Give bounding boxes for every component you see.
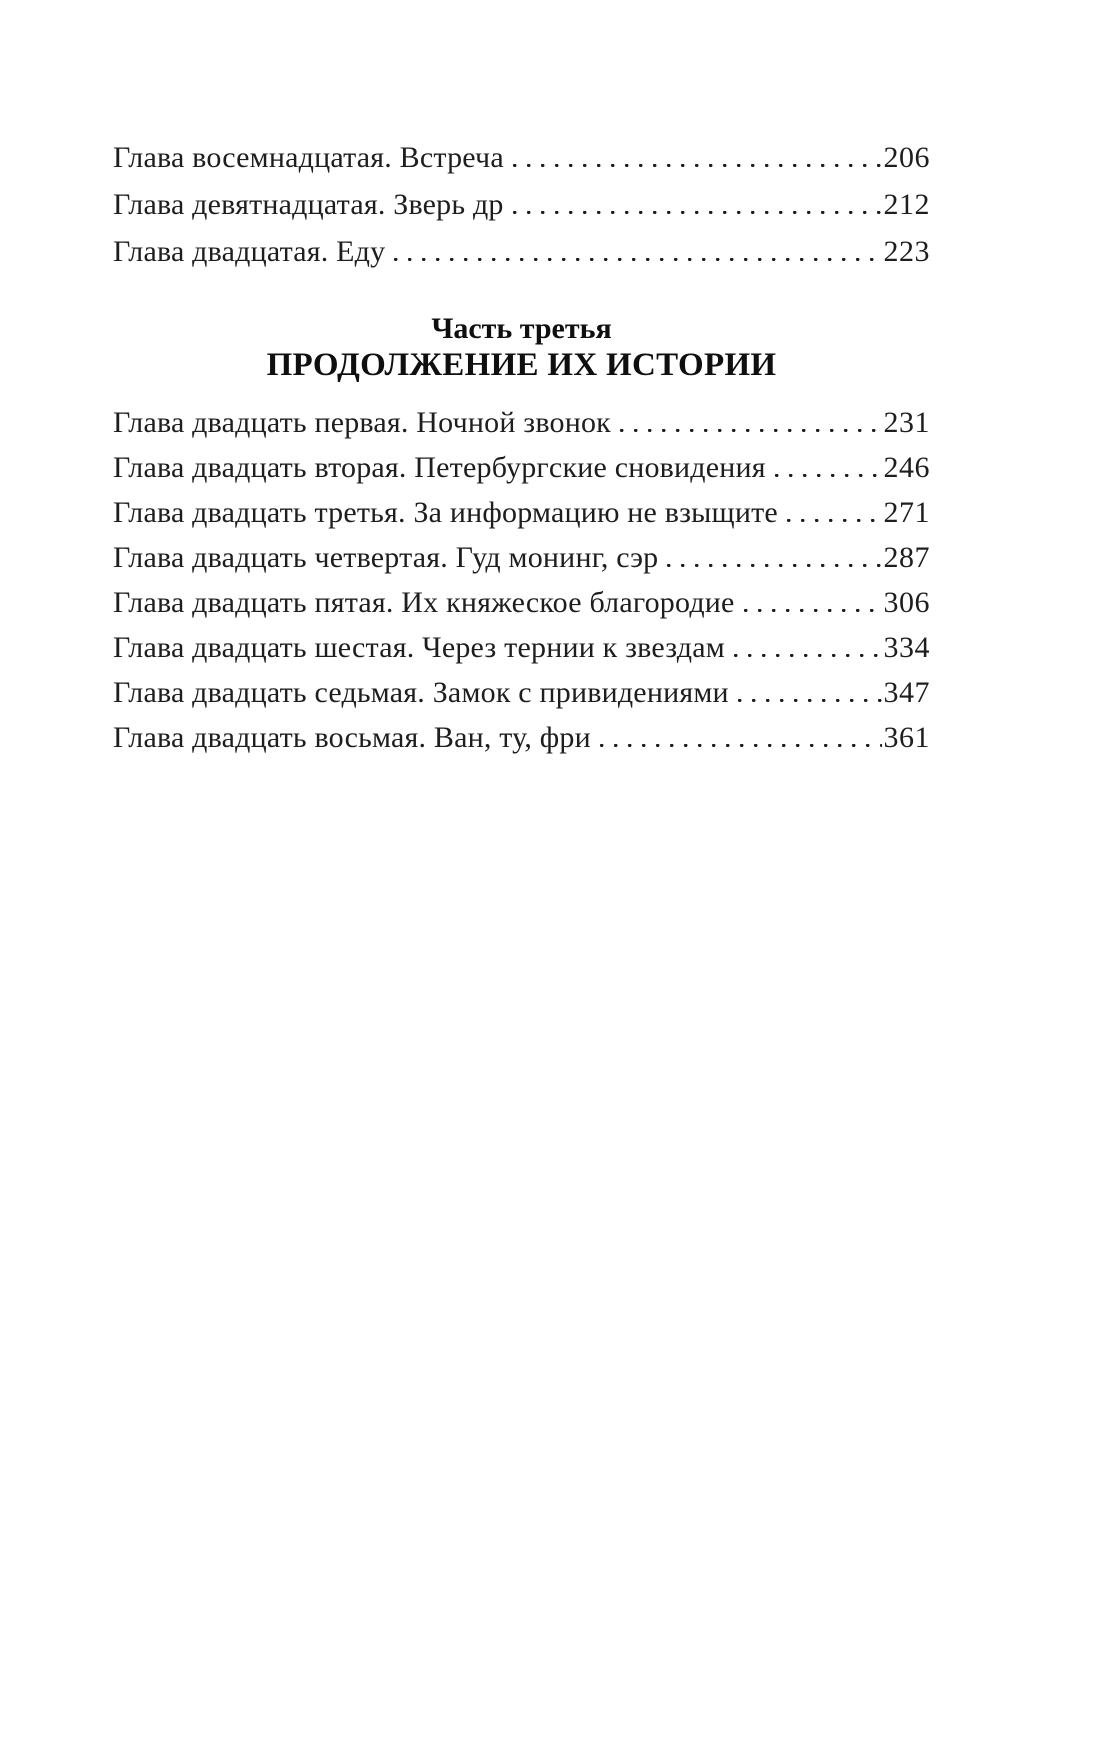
toc-page-number: 231	[883, 406, 930, 439]
toc-entry	[113, 181, 930, 228]
dot-leader	[775, 474, 882, 477]
toc-page-number: 223	[883, 235, 930, 268]
toc-entry-title: Глава двадцать третья. За информацию не взыщите	[113, 496, 778, 529]
toc-page-number: 206	[883, 141, 930, 174]
dot-leader	[744, 609, 882, 612]
part-number-heading: Часть третья	[431, 312, 612, 345]
toc-entry	[113, 445, 930, 490]
dot-leader	[600, 744, 882, 747]
toc-entry-title: Глава двадцать первая. Ночной звонок	[113, 406, 611, 439]
toc-page-number: 246	[883, 451, 930, 484]
toc-entry	[113, 580, 930, 625]
toc-entry-title: Глава двадцать шестая. Через тернии к звездам	[113, 631, 725, 664]
toc-entry	[113, 625, 930, 670]
toc-entry-title: Глава двадцатая. Еду	[113, 235, 386, 268]
toc-entry-title: Глава двадцать вторая. Петербургские сновидения	[113, 451, 766, 484]
dot-leader	[513, 164, 882, 167]
dot-leader	[513, 211, 882, 214]
toc-entry-title: Глава двадцать четвертая. Гуд монинг, сэр	[113, 541, 659, 574]
toc-entry	[113, 535, 930, 580]
dot-leader	[394, 258, 881, 261]
toc-page-number: 271	[883, 496, 930, 529]
toc-section-part-two-tail	[113, 134, 930, 275]
toc-page-number: 361	[883, 721, 930, 754]
toc-entry-title: Глава восемнадцатая. Встреча	[113, 141, 504, 174]
part-heading	[113, 312, 930, 384]
dot-leader	[787, 519, 882, 522]
dot-leader	[667, 564, 881, 567]
toc-entry	[113, 490, 930, 535]
part-title-heading: ПРОДОЛЖЕНИЕ ИХ ИСТОРИИ	[266, 347, 777, 383]
toc-entry-title: Глава девятнадцатая. Зверь др	[113, 188, 504, 221]
dot-leader	[738, 699, 882, 702]
toc-entry	[113, 400, 930, 445]
toc-entry-title: Глава двадцать пятая. Их княжеское благородие	[113, 586, 735, 619]
toc-page-number: 287	[883, 541, 930, 574]
toc-page-number: 334	[883, 631, 930, 664]
dot-leader	[734, 654, 882, 657]
toc-entry	[113, 715, 930, 760]
toc-entry	[113, 670, 930, 715]
toc-page-number: 306	[883, 586, 930, 619]
toc-page-number: 347	[883, 676, 930, 709]
toc-entry-title: Глава двадцать восьмая. Ван, ту, фри	[113, 721, 591, 754]
dot-leader	[620, 429, 882, 432]
toc-entry	[113, 134, 930, 181]
toc-section-part-three	[113, 400, 930, 760]
toc-page-number: 212	[883, 188, 930, 221]
toc-entry-title: Глава двадцать седьмая. Замок с привидениями	[113, 676, 729, 709]
toc-entry	[113, 228, 930, 275]
